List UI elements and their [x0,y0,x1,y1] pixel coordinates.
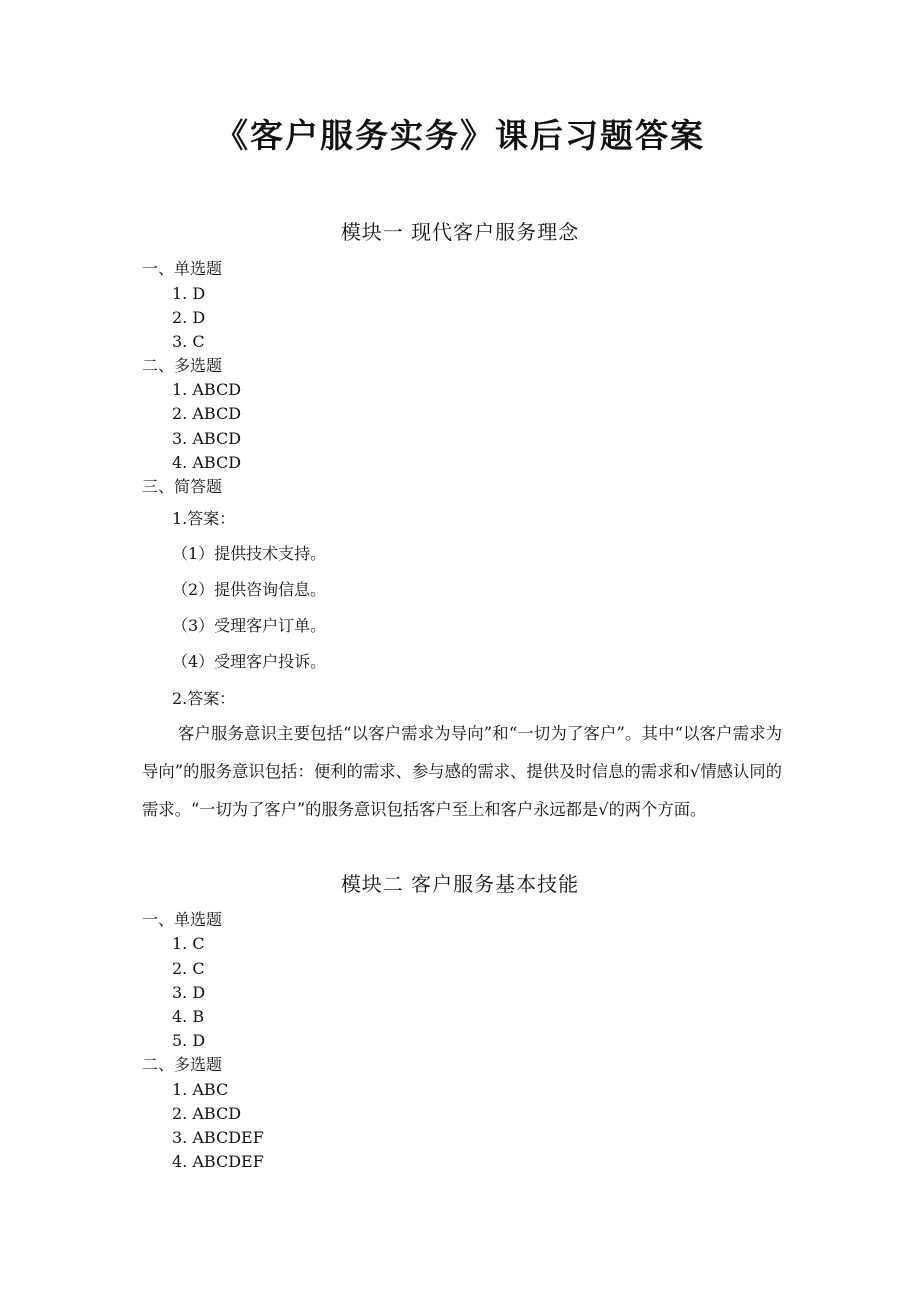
q1-answer-item: （3）受理客户订单。 [172,616,327,635]
module1-single-answer: 1. D [172,284,206,303]
module1-single-choice-label: 一、单选题 [142,259,223,278]
module2-single-answer: 3. D [172,983,206,1002]
module1-multi-answer: 3. ABCD [172,429,242,448]
module2-multi-answer: 2. ABCD [172,1104,242,1123]
q1-answer-label: 1.答案： [172,509,236,528]
module2-multi-answer: 1. ABC [172,1080,229,1099]
module1-multi-answer: 4. ABCD [172,453,242,472]
module2-multi-answer: 4. ABCDEF [172,1152,264,1171]
module2-single-answer: 1. C [172,934,205,953]
module1-single-answer: 3. C [172,332,205,351]
module2-single-answer: 4. B [172,1007,205,1026]
q2-answer-paragraph: 客户服务意识主要包括“以客户需求为导向”和“一切为了客户”。其中“以客户需求为导向”的服务意识包括：便利的需求、参与感的需求、提供及时信息的需求和√情感认同的需求。“一切为了客户”的服务意识包括客户至上和客户永远都是√的两个方面。 [142,724,782,819]
module1-multi-answer: 1. ABCD [172,380,242,399]
document-title: 《客户服务实务》课后习题答案 [215,116,705,155]
q2-answer-label: 2.答案： [172,689,236,708]
module1-multi-answer: 2. ABCD [172,404,242,423]
q1-answer-item: （4）受理客户投诉。 [172,652,327,671]
q1-answer-item: （2）提供咨询信息。 [172,580,327,599]
q1-answer-item: （1）提供技术支持。 [172,544,327,563]
module2-multi-choice-label: 二、多选题 [142,1055,223,1074]
module1-multi-choice-label: 二、多选题 [142,356,223,375]
module1-short-answer-label: 三、简答题 [142,477,223,496]
module2-single-answer: 5. D [172,1031,206,1050]
module2-single-answer: 2. C [172,959,205,978]
module2-single-choice-label: 一、单选题 [142,910,223,929]
module2-heading: 模块二 客户服务基本技能 [340,872,580,896]
module2-multi-answer: 3. ABCDEF [172,1128,264,1147]
module1-heading: 模块一 现代客户服务理念 [340,220,580,244]
module1-single-answer: 2. D [172,308,206,327]
